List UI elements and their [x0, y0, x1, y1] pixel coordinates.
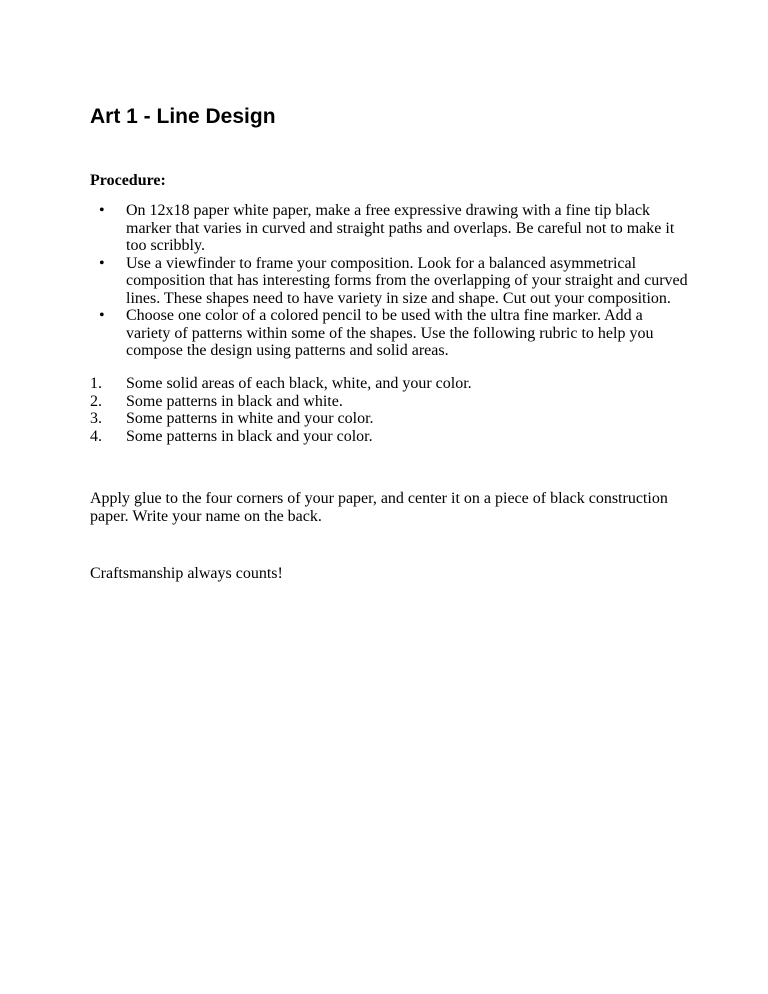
bullet-icon: • [99, 254, 105, 272]
document-title: Art 1 - Line Design [90, 105, 276, 128]
bullet-text: Choose one color of a colored pencil to be used with the ultra fine marker. Add a variety of patterns within some of the shapes. Use the following rubric to help you compose the design using patterns and solid areas. [126, 307, 654, 359]
closing-note: Craftsmanship always counts! [90, 565, 283, 582]
rubric-text: Some patterns in black and your color. [126, 427, 373, 445]
procedure-label: Procedure: [90, 172, 166, 189]
rubric-list [90, 375, 690, 445]
bullet-item [90, 202, 690, 255]
rubric-item [90, 393, 690, 411]
bullet-item [90, 255, 690, 308]
bullet-text: On 12x18 paper white paper, make a free expressive drawing with a fine tip black marker that varies in curved and straight paths and overlaps. Be careful not to make it too scribbly. [126, 202, 675, 254]
rubric-item [90, 428, 690, 446]
bullet-icon: • [99, 202, 105, 219]
procedure-bullet-list [90, 202, 690, 360]
bullet-icon: • [99, 307, 105, 324]
rubric-number: 2. [90, 392, 102, 410]
rubric-text: Some solid areas of each black, white, and your color. [126, 375, 472, 392]
rubric-number: 3. [90, 410, 102, 427]
bullet-text: Use a viewfinder to frame your composition. Look for a balanced asymmetrical composition that has interesting forms from the overlapping of your straight and curved lines. These shapes need to have variety in size and shape. Cut out your composition. [126, 254, 688, 307]
rubric-text: Some patterns in black and white. [126, 392, 343, 410]
rubric-text: Some patterns in white and your color. [126, 410, 374, 427]
rubric-number: 1. [90, 375, 102, 392]
rubric-number: 4. [90, 427, 102, 445]
bullet-item [90, 307, 690, 360]
rubric-item [90, 410, 690, 428]
rubric-item [90, 375, 690, 393]
instructions-paragraph: Apply glue to the four corners of your paper, and center it on a piece of black construction paper. Write your name on the back. [90, 490, 668, 525]
